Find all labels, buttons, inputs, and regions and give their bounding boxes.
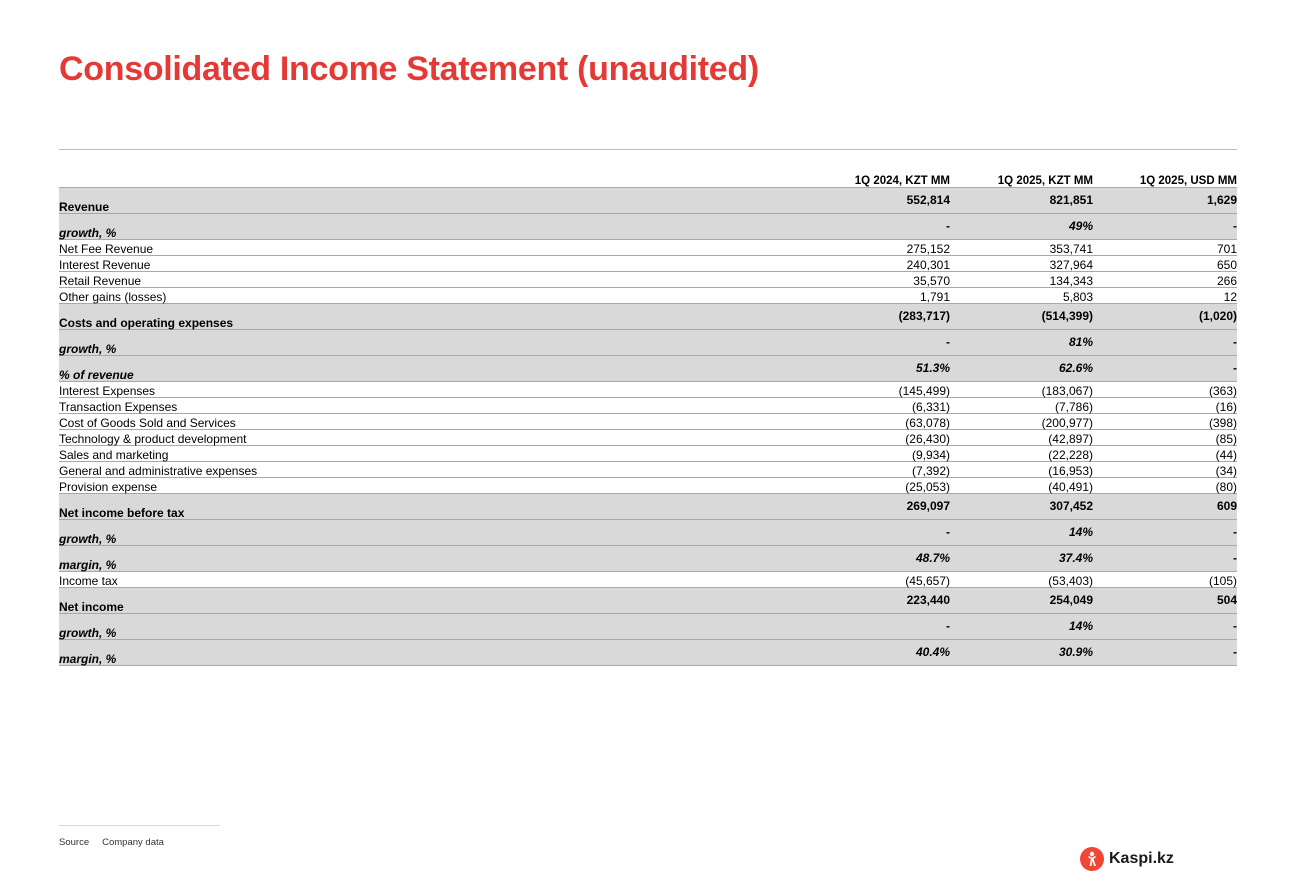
row-label: Interest Revenue [59,256,800,272]
row-value: (7,392) [800,462,950,478]
row-value: 552,814 [800,188,950,214]
row-value: 35,570 [800,272,950,288]
row-value: (44) [1093,446,1237,462]
row-value: 701 [1093,240,1237,256]
table-body [59,188,1237,666]
row-label: Transaction Expenses [59,398,800,414]
row-value: 30.9% [950,640,1093,666]
row-value: 40.4% [800,640,950,666]
row-value: (26,430) [800,430,950,446]
row-value: 49% [950,214,1093,240]
row-value: - [800,520,950,546]
row-value: (16,953) [950,462,1093,478]
row-label: margin, % [59,640,800,666]
row-label: Technology & product development [59,430,800,446]
row-value: - [1093,546,1237,572]
row-value: (1,020) [1093,304,1237,330]
row-label: Revenue [59,188,800,214]
source-note [59,837,164,848]
row-value: 650 [1093,256,1237,272]
row-value: (6,331) [800,398,950,414]
row-label: Costs and operating expenses [59,304,800,330]
row-value: 14% [950,614,1093,640]
row-value: (22,228) [950,446,1093,462]
row-value: 1,629 [1093,188,1237,214]
table-header-row [59,170,1237,188]
table-row [59,356,1237,382]
kaspi-logo [1080,847,1174,871]
source-label: Source [59,837,90,848]
row-value: 307,452 [950,494,1093,520]
column-header-1q2025-usd: 1Q 2025, USD MM [1093,170,1237,188]
row-value: (183,067) [950,382,1093,398]
row-value: 12 [1093,288,1237,304]
row-value: (283,717) [800,304,950,330]
table-row [59,614,1237,640]
row-value: (16) [1093,398,1237,414]
row-label: Net Fee Revenue [59,240,800,256]
row-value: - [1093,356,1237,382]
row-label: Provision expense [59,478,800,494]
table-row [59,546,1237,572]
row-value: 1,791 [800,288,950,304]
row-value: 134,343 [950,272,1093,288]
row-value: 353,741 [950,240,1093,256]
title-divider [59,149,1237,150]
row-label: growth, % [59,330,800,356]
table-row [59,462,1237,478]
row-value: 37.4% [950,546,1093,572]
row-value: (145,499) [800,382,950,398]
row-value: - [1093,640,1237,666]
row-value: - [800,330,950,356]
row-value: 48.7% [800,546,950,572]
table-row [59,330,1237,356]
table-row [59,240,1237,256]
row-value: 254,049 [950,588,1093,614]
row-label: % of revenue [59,356,800,382]
row-value: 5,803 [950,288,1093,304]
row-label: Income tax [59,572,800,588]
row-label: Interest Expenses [59,382,800,398]
table-row [59,382,1237,398]
row-label: Net income [59,588,800,614]
row-value: - [1093,520,1237,546]
table-row [59,288,1237,304]
table-row [59,520,1237,546]
table-row [59,446,1237,462]
row-value: (398) [1093,414,1237,430]
row-value: (105) [1093,572,1237,588]
row-label: margin, % [59,546,800,572]
column-header-1q2025-kzt: 1Q 2025, KZT MM [950,170,1093,188]
row-value: 14% [950,520,1093,546]
row-value: (42,897) [950,430,1093,446]
row-label: Sales and marketing [59,446,800,462]
row-value: (63,078) [800,414,950,430]
row-value: 821,851 [950,188,1093,214]
row-value: (45,657) [800,572,950,588]
table-row [59,478,1237,494]
page-title: Consolidated Income Statement (unaudited) [59,50,759,88]
table-row [59,304,1237,330]
table-row [59,640,1237,666]
table-row [59,214,1237,240]
row-value: (85) [1093,430,1237,446]
row-value: 275,152 [800,240,950,256]
row-value: - [800,214,950,240]
table-row [59,430,1237,446]
row-value: (25,053) [800,478,950,494]
table-row [59,398,1237,414]
row-value: (514,399) [950,304,1093,330]
logo-text: Kaspi.kz [1109,850,1174,867]
row-label: Other gains (losses) [59,288,800,304]
row-value: 81% [950,330,1093,356]
row-label: Cost of Goods Sold and Services [59,414,800,430]
row-value: 223,440 [800,588,950,614]
row-value: 240,301 [800,256,950,272]
row-value: (40,491) [950,478,1093,494]
table-row [59,414,1237,430]
row-value: - [800,614,950,640]
row-value: - [1093,330,1237,356]
row-value: 62.6% [950,356,1093,382]
row-value: - [1093,614,1237,640]
row-value: (7,786) [950,398,1093,414]
row-value: - [1093,214,1237,240]
kaspi-figure-icon [1085,851,1099,867]
row-label: Net income before tax [59,494,800,520]
row-value: 609 [1093,494,1237,520]
income-statement-table [59,170,1237,666]
table-row [59,588,1237,614]
row-label: General and administrative expenses [59,462,800,478]
kaspi-logo-icon [1080,847,1104,871]
row-value: 51.3% [800,356,950,382]
row-value: (9,934) [800,446,950,462]
row-value: 269,097 [800,494,950,520]
footer-divider [59,825,220,826]
table-row [59,494,1237,520]
row-value: 327,964 [950,256,1093,272]
column-header-label [59,170,800,188]
column-header-1q2024-kzt: 1Q 2024, KZT MM [800,170,950,188]
row-label: growth, % [59,614,800,640]
table-row [59,272,1237,288]
row-value: 504 [1093,588,1237,614]
table-row [59,256,1237,272]
row-label: Retail Revenue [59,272,800,288]
source-value: Company data [102,837,164,848]
row-label: growth, % [59,214,800,240]
row-value: 266 [1093,272,1237,288]
row-value: (363) [1093,382,1237,398]
row-value: (34) [1093,462,1237,478]
row-value: (53,403) [950,572,1093,588]
row-value: (80) [1093,478,1237,494]
table-row [59,188,1237,214]
row-value: (200,977) [950,414,1093,430]
table-row [59,572,1237,588]
row-label: growth, % [59,520,800,546]
